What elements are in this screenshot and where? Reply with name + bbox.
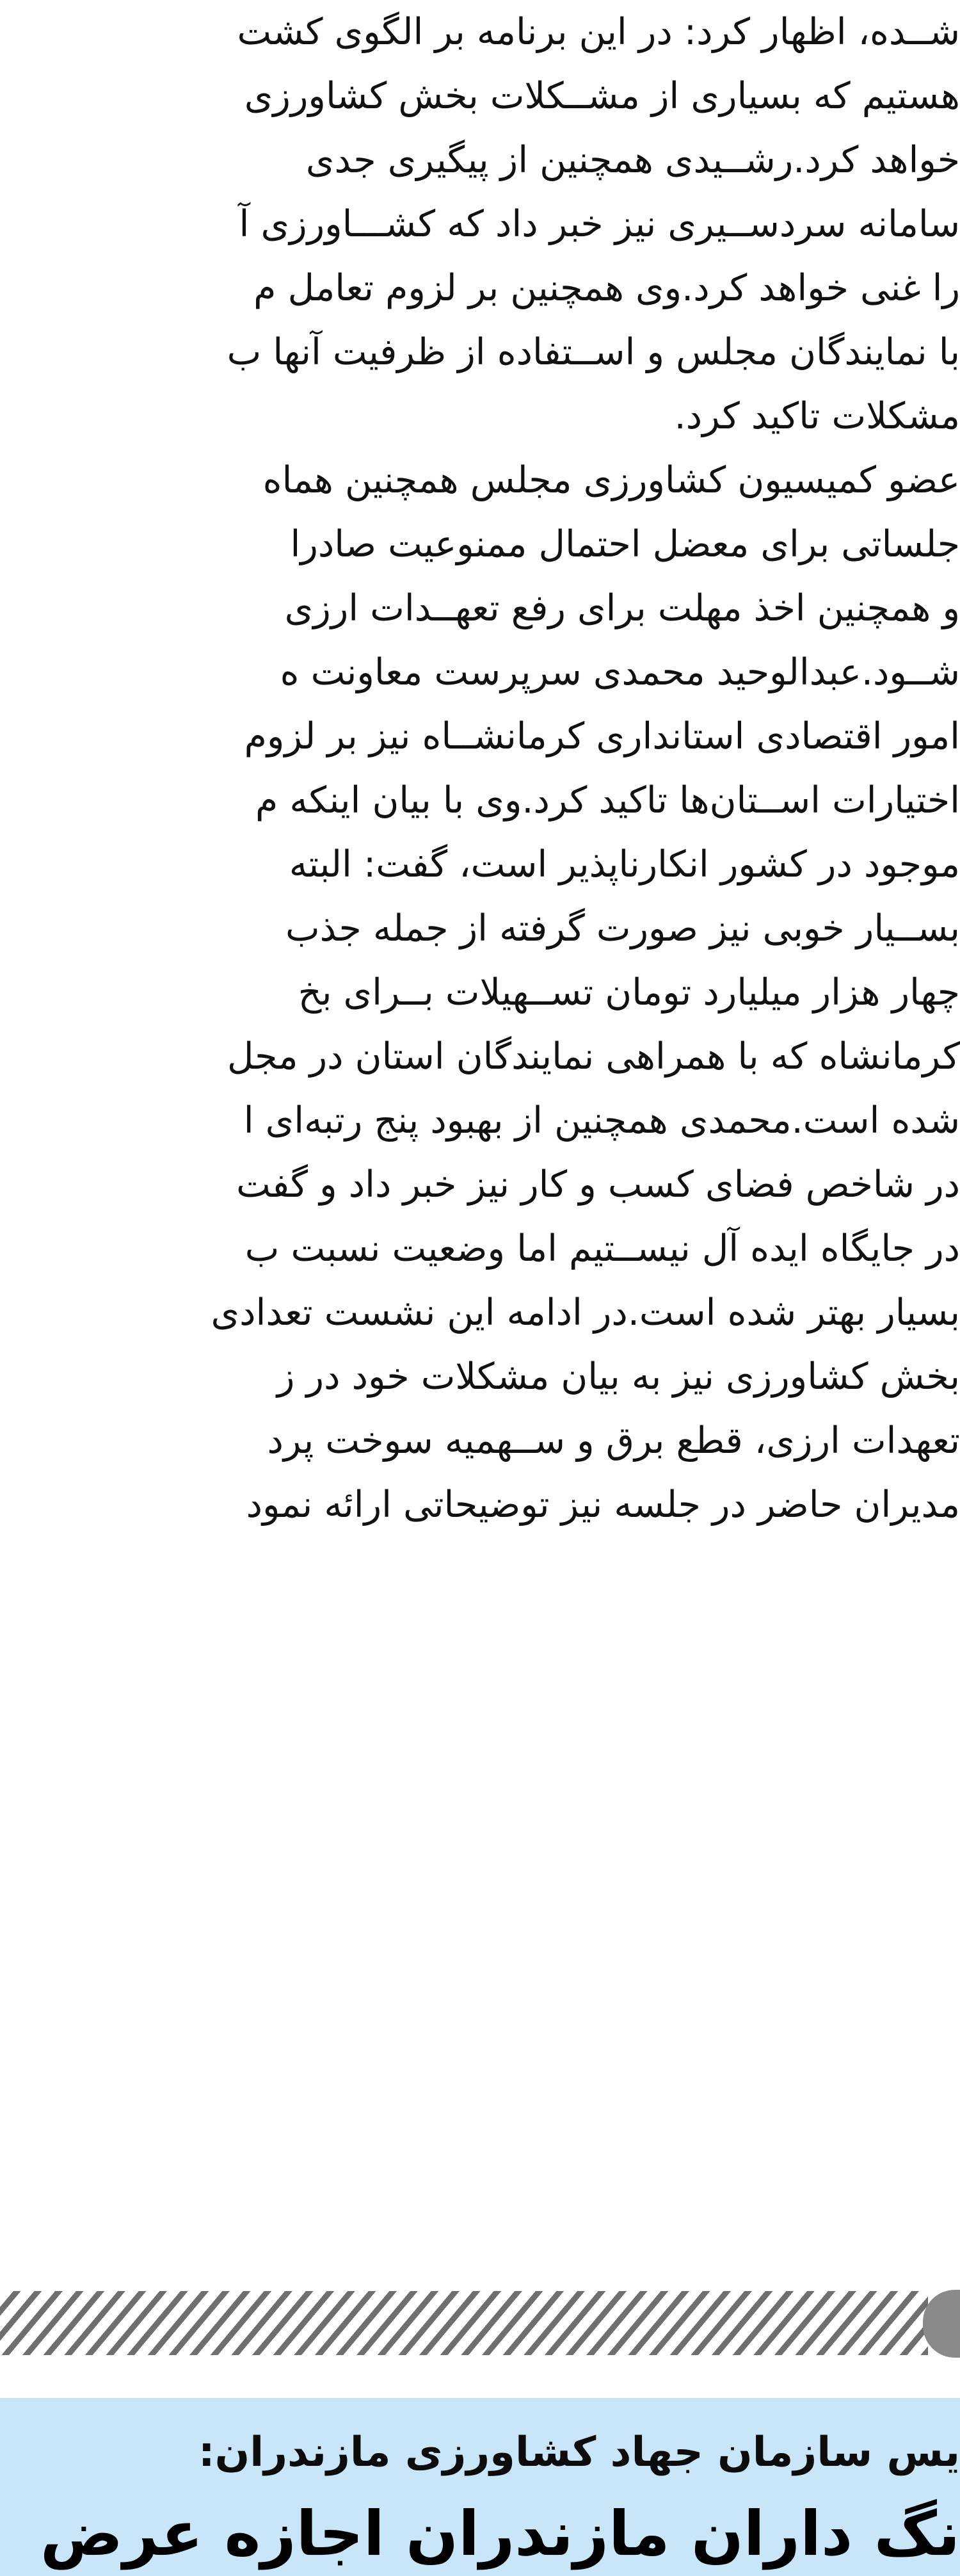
article-line: بخش کشاورزی نیز به بیان مشکلات خود در ز xyxy=(276,1356,960,1398)
article-line: اختیارات اســتان‌ها تاکید کرد.وی با بیان اینکه م xyxy=(255,779,960,822)
article-line: در شاخص فضای کسب و کار نیز خبر داد و گفت xyxy=(236,1163,960,1206)
article-line: شــده، اظهار کرد: در این برنامه بر الگوی کشت xyxy=(237,11,960,53)
article-line: عضو کمیسیون کشاورزی مجلس همچنین هماه xyxy=(262,459,960,501)
article-line: را غنی خواهد کرد.وی همچنین بر لزوم تعامل م xyxy=(253,267,960,309)
article-line: تعهدات ارزی، قطع برق و ســهمیه سوخت پرد xyxy=(267,1420,960,1462)
article-line: شده است.محمدی همچنین از بهبود پنج رتبه‌ای ا xyxy=(243,1099,960,1142)
article-line: در جایگاه ایده آل نیســتیم اما وضعیت نسبت ب xyxy=(244,1227,960,1270)
article-line: مدیران حاضر در جلسه نیز توضیحاتی ارائه نمود xyxy=(246,1484,960,1526)
article-line: چهار هزار میلیارد تومان تســهیلات بــرای بخ xyxy=(298,971,960,1014)
article-line: بســیار خوبی نیز صورت گرفته از جمله جذب xyxy=(285,907,960,950)
article-line: مشکلات تاکید کرد. xyxy=(674,395,960,437)
news-headline: نگ داران مازندران اجازه عرض xyxy=(40,2498,960,2570)
article-line: خواهد کرد.رشــیدی همچنین از پیگیری جدی xyxy=(305,139,960,181)
hatched-divider xyxy=(0,2291,928,2355)
article-line: هستیم که بسیاری از مشــکلات بخش کشاورزی xyxy=(244,75,960,117)
article-line: با نمایندگان مجلس و اســتفاده از ظرفیت آنها ب xyxy=(227,331,960,373)
article-line: شــود.عبدالوحید محمدی سرپرست معاونت ه xyxy=(280,651,960,693)
article-line: کرمانشاه که با همراهی نمایندگان استان در مجل xyxy=(227,1035,960,1078)
article-line: امور اقتصادی استانداری کرمانشــاه نیز بر لزوم xyxy=(244,715,960,757)
article-line: موجود در کشور انکارناپذیر است، گفت: البته xyxy=(289,843,960,886)
news-kicker: یس سازمان جهاد کشاورزی مازندران: xyxy=(198,2429,960,2476)
article-line: بسیار بهتر شده است.در ادامه این نشست تعدادی xyxy=(211,1292,960,1334)
article-line: و همچنین اخذ مهلت برای رفع تعهــدات ارزی xyxy=(284,587,960,629)
divider-end-cap xyxy=(923,2290,960,2358)
article-line: جلساتی برای معضل احتمال ممنوعیت صادرا xyxy=(290,523,960,565)
news-box xyxy=(0,2398,960,2576)
article-line: سامانه سردســیری نیز خبر داد که کشـــاورزی آ xyxy=(239,203,960,245)
